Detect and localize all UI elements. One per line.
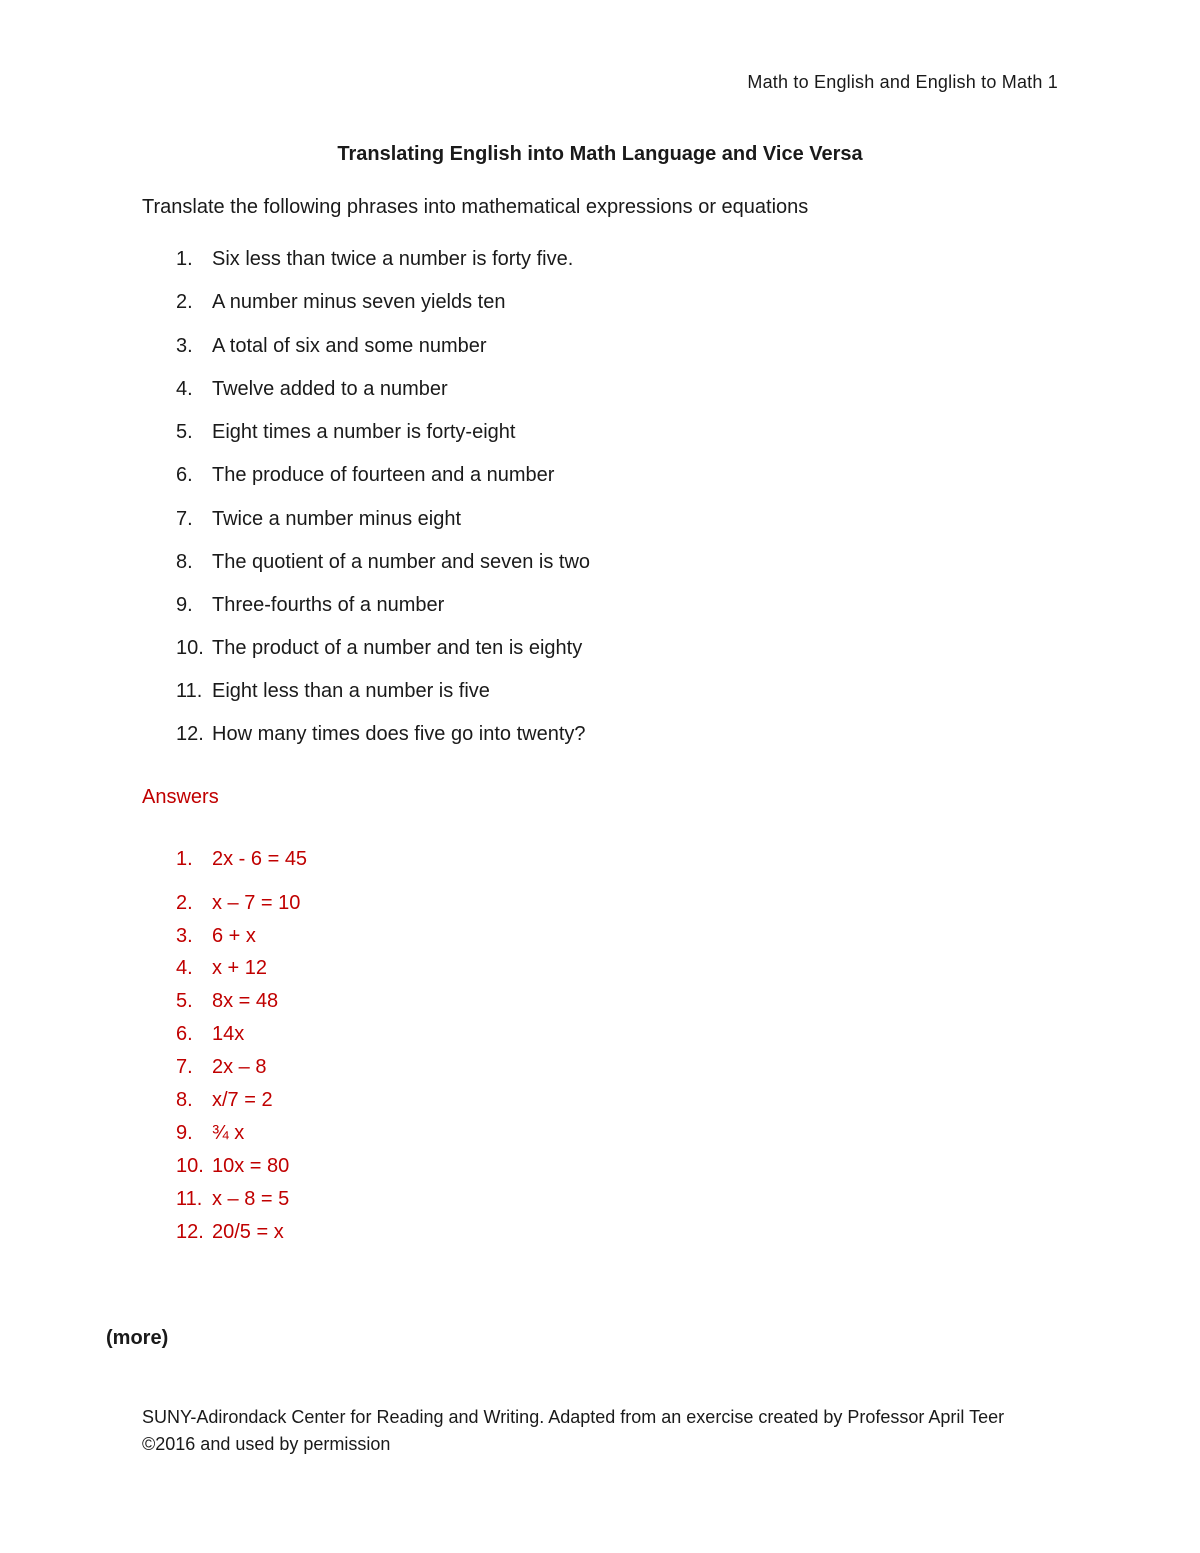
answer-text: x/7 = 2 (212, 1089, 273, 1111)
answer-item (176, 1221, 284, 1244)
answer-text: 8x = 48 (212, 990, 279, 1012)
item-number: 2. (176, 892, 193, 914)
answer-text: 2x - 6 = 45 (212, 848, 308, 870)
item-number: 10. (176, 637, 204, 659)
item-text: Six less than twice a number is forty five. (212, 248, 574, 270)
answer-text: 20/5 = x (212, 1221, 284, 1243)
item-number: 3. (176, 335, 193, 357)
item-number: 6. (176, 464, 193, 486)
item-text: A number minus seven yields ten (212, 291, 506, 313)
item-number: 2. (176, 291, 193, 313)
list-item (176, 594, 444, 617)
item-number: 6. (176, 1023, 193, 1045)
answer-item (176, 848, 307, 871)
list-item (176, 464, 554, 487)
answer-item (176, 1023, 244, 1046)
item-text: Twice a number minus eight (212, 508, 462, 530)
answer-text: 10x = 80 (212, 1155, 290, 1177)
item-number: 1. (176, 248, 193, 270)
item-number: 10. (176, 1155, 204, 1177)
page-title: Translating English into Math Language and Vice Versa (337, 143, 863, 165)
list-item (176, 508, 461, 531)
answer-item (176, 1155, 289, 1178)
item-number: 7. (176, 1056, 193, 1078)
answer-item (176, 892, 300, 915)
answer-item (176, 957, 267, 980)
answer-item (176, 1056, 266, 1079)
item-text: A total of six and some number (212, 335, 487, 357)
item-text: The produce of fourteen and a number (212, 464, 555, 486)
item-text: The product of a number and ten is eighty (212, 637, 583, 659)
answer-text: 6 + x (212, 925, 256, 947)
answer-text: x + 12 (212, 957, 268, 979)
list-item (176, 723, 586, 746)
list-item (176, 291, 506, 314)
item-number: 4. (176, 957, 193, 979)
item-number: 7. (176, 508, 193, 530)
item-text: Eight less than a number is five (212, 680, 490, 702)
item-number: 11. (176, 680, 203, 702)
instructions: Translate the following phrases into mathematical expressions or equations (142, 196, 809, 218)
item-number: 11. (176, 1188, 203, 1210)
footer-credit: SUNY-Adirondack Center for Reading and Writing. Adapted from an exercise created by Professor April Teer ©2016 and used by permission (142, 1407, 1005, 1454)
item-number: 8. (176, 551, 193, 573)
item-text: Eight times a number is forty-eight (212, 421, 516, 443)
item-number: 4. (176, 378, 193, 400)
more-indicator: (more) (106, 1327, 169, 1349)
item-text: Three-fourths of a number (212, 594, 445, 616)
item-number: 1. (176, 848, 193, 870)
answer-item (176, 1122, 244, 1145)
answer-text: 2x – 8 (212, 1056, 267, 1078)
item-text: How many times does five go into twenty? (212, 723, 586, 745)
answer-item (176, 990, 278, 1013)
item-text: Twelve added to a number (212, 378, 448, 400)
list-item (176, 551, 590, 574)
item-number: 9. (176, 594, 193, 616)
item-number: 8. (176, 1089, 193, 1111)
running-head: Math to English and English to Math 1 (747, 72, 1058, 92)
list-item (176, 248, 573, 271)
item-number: 12. (176, 723, 204, 745)
item-number: 9. (176, 1122, 193, 1144)
item-number: 5. (176, 990, 193, 1012)
answer-item (176, 925, 256, 948)
answer-text: 14x (212, 1023, 245, 1045)
answer-text: ¾ x (212, 1122, 245, 1144)
answer-text: x – 7 = 10 (212, 892, 301, 914)
list-item (176, 378, 448, 401)
list-item (176, 335, 487, 358)
item-text: The quotient of a number and seven is two (212, 551, 591, 573)
list-item (176, 637, 582, 660)
item-number: 3. (176, 925, 193, 947)
answer-item (176, 1188, 289, 1211)
answer-item (176, 1089, 273, 1112)
answers-heading: Answers (142, 786, 219, 808)
item-number: 12. (176, 1221, 204, 1243)
list-item (176, 680, 490, 703)
list-item (176, 421, 515, 444)
item-number: 5. (176, 421, 193, 443)
answer-text: x – 8 = 5 (212, 1188, 290, 1210)
